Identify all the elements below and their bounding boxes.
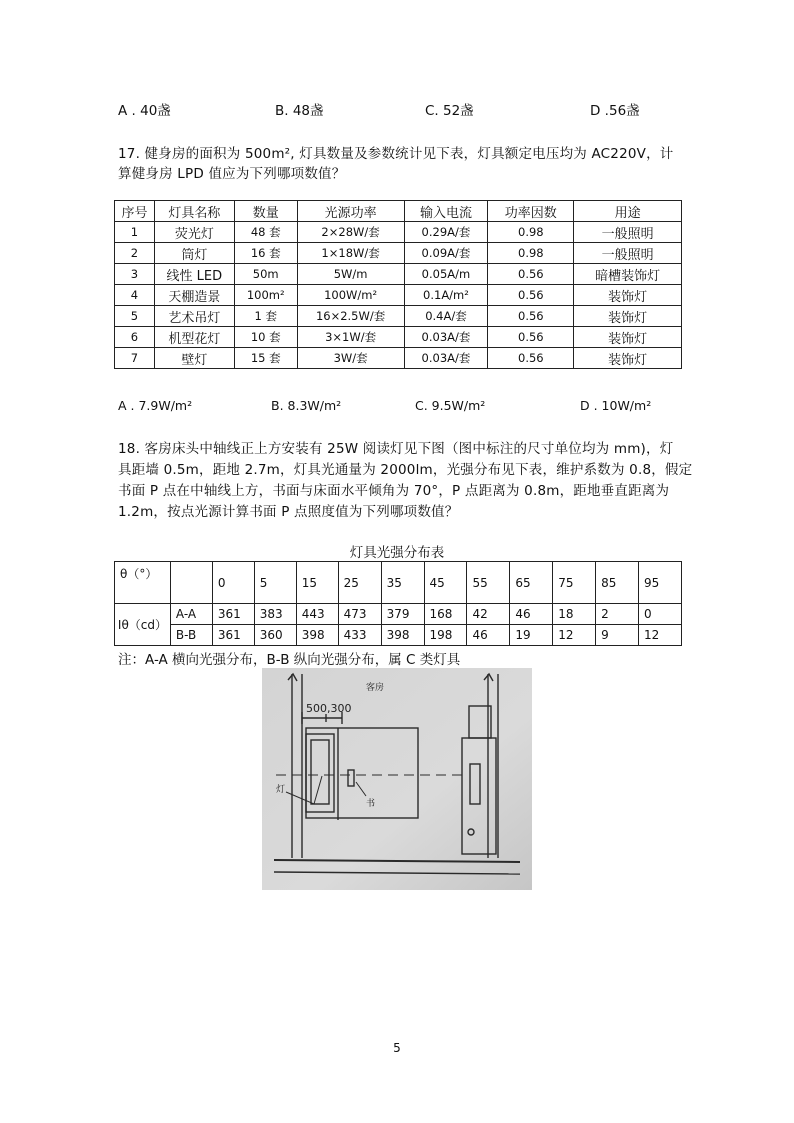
table-cell: 暗槽装饰灯 xyxy=(574,264,682,285)
theta-cell: 0 xyxy=(212,562,254,604)
table-cell: 0.56 xyxy=(488,264,574,285)
table-cell: 433 xyxy=(338,625,381,646)
table-cell: 0.1A/m² xyxy=(404,285,488,306)
table-cell: 壁灯 xyxy=(154,348,234,369)
table-cell: 6 xyxy=(115,327,155,348)
table-cell: 9 xyxy=(596,625,639,646)
theta-cell: 35 xyxy=(381,562,424,604)
table-cell: 1×18W/套 xyxy=(297,243,404,264)
header-cell: 序号 xyxy=(115,201,155,222)
table-cell: 100m² xyxy=(234,285,297,306)
theta-cell: 65 xyxy=(510,562,553,604)
table-header-row xyxy=(115,201,682,222)
table-cell: 42 xyxy=(467,604,510,625)
table-cell: 0.03A/套 xyxy=(404,327,488,348)
option-b: B. 48盏 xyxy=(275,103,324,119)
table-cell: 0.05A/m xyxy=(404,264,488,285)
header-cell: 功率因数 xyxy=(488,201,574,222)
theta-cell: 15 xyxy=(296,562,338,604)
table-cell: 荧光灯 xyxy=(154,222,234,243)
table-cell: 10 套 xyxy=(234,327,297,348)
theta-label: θ（°） xyxy=(115,562,171,604)
table-cell: 筒灯 xyxy=(154,243,234,264)
table-cell: 0.56 xyxy=(488,285,574,306)
table-cell: 46 xyxy=(467,625,510,646)
room-plan-drawing xyxy=(262,668,532,890)
table-cell: 一般照明 xyxy=(574,243,682,264)
empty-cell xyxy=(170,562,212,604)
table-cell: 装饰灯 xyxy=(574,327,682,348)
table-cell: 3×1W/套 xyxy=(297,327,404,348)
room-label: 客房 xyxy=(366,683,385,693)
table-cell: 198 xyxy=(424,625,467,646)
table-cell: 0.4A/套 xyxy=(404,306,488,327)
q17-text-line1: 17. 健身房的面积为 500m², 灯具数量及参数统计见下表，灯具额定电压均为 AC220V，计 xyxy=(118,146,674,162)
q18-text-line1: 18. 客房床头中轴线正上方安装有 25W 阅读灯见下图（图中标注的尺寸单位均为 mm)，灯 xyxy=(118,441,674,457)
q18-text-line3: 书面 P 点在中轴线上方，书面与床面水平倾角为 70°，P 点距离为 0.8m，距地垂直距离为 xyxy=(118,483,670,499)
table-cell: 0.98 xyxy=(488,222,574,243)
table-cell: 2 xyxy=(115,243,155,264)
table-cell: 线性 LED xyxy=(154,264,234,285)
table-cell: 50m xyxy=(234,264,297,285)
theta-cell: 85 xyxy=(596,562,639,604)
option-c: C. 52盏 xyxy=(425,103,474,119)
table-note: 注：A-A 横向光强分布，B-B 纵向光强分布，属 C 类灯具 xyxy=(118,652,461,668)
table-cell: 艺术吊灯 xyxy=(154,306,234,327)
table-cell: 0.56 xyxy=(488,327,574,348)
table-cell: 168 xyxy=(424,604,467,625)
table-cell: 19 xyxy=(510,625,553,646)
table-cell: 12 xyxy=(553,625,596,646)
table-cell: 0 xyxy=(639,604,682,625)
option-d: D .56盏 xyxy=(590,103,640,119)
table-cell: 天棚造景 xyxy=(154,285,234,306)
table-cell: 361 xyxy=(212,625,254,646)
table-row xyxy=(115,243,682,264)
table-cell: 2×28W/套 xyxy=(297,222,404,243)
table-cell: 0.56 xyxy=(488,306,574,327)
book-label: 书 xyxy=(366,799,376,809)
table-row xyxy=(115,306,682,327)
table-row xyxy=(115,327,682,348)
intensity-label: Iθ（cd） xyxy=(115,604,171,646)
table-cell: 48 套 xyxy=(234,222,297,243)
header-cell: 光源功率 xyxy=(297,201,404,222)
table-cell: 0.29A/套 xyxy=(404,222,488,243)
table-cell: 16 套 xyxy=(234,243,297,264)
header-cell: 输入电流 xyxy=(404,201,488,222)
table-cell: 16×2.5W/套 xyxy=(297,306,404,327)
table-cell: 1 套 xyxy=(234,306,297,327)
table-row xyxy=(115,604,682,625)
q18-text-line4: 1.2m，按点光源计算书面 P 点照度值为下列哪项数值？ xyxy=(118,504,459,520)
table-row xyxy=(115,348,682,369)
intensity-distribution-table xyxy=(114,561,682,646)
table-row xyxy=(115,264,682,285)
table-row xyxy=(115,222,682,243)
option-c: C. 9.5W/m² xyxy=(415,398,486,413)
dimension-label: 500,300 xyxy=(306,702,352,715)
q17-options xyxy=(118,398,678,418)
table-cell: 1 xyxy=(115,222,155,243)
table-cell: 379 xyxy=(381,604,424,625)
table-cell: 5W/m xyxy=(297,264,404,285)
table-cell: 2 xyxy=(596,604,639,625)
table-cell: 4 xyxy=(115,285,155,306)
table-cell: 473 xyxy=(338,604,381,625)
table-cell: 装饰灯 xyxy=(574,348,682,369)
table-caption: 灯具光强分布表 xyxy=(349,545,445,561)
table-cell: 360 xyxy=(254,625,296,646)
option-a: A . 40盏 xyxy=(118,103,171,119)
option-d: D . 10W/m² xyxy=(580,398,652,413)
table-cell: 5 xyxy=(115,306,155,327)
theta-cell: 5 xyxy=(254,562,296,604)
q16-options xyxy=(118,99,678,119)
row-label: A-A xyxy=(170,604,212,625)
table-cell: 15 套 xyxy=(234,348,297,369)
table-cell: 398 xyxy=(296,625,338,646)
theta-cell: 45 xyxy=(424,562,467,604)
theta-cell: 25 xyxy=(338,562,381,604)
table-cell: 3W/套 xyxy=(297,348,404,369)
theta-cell: 75 xyxy=(553,562,596,604)
lighting-parameter-table xyxy=(114,200,682,369)
table-cell: 12 xyxy=(639,625,682,646)
row-label: B-B xyxy=(170,625,212,646)
table-cell: 18 xyxy=(553,604,596,625)
table-cell: 398 xyxy=(381,625,424,646)
table-cell: 361 xyxy=(212,604,254,625)
table-cell: 383 xyxy=(254,604,296,625)
theta-row xyxy=(115,562,682,604)
table-cell: 一般照明 xyxy=(574,222,682,243)
table-cell: 46 xyxy=(510,604,553,625)
header-cell: 用途 xyxy=(574,201,682,222)
table-cell: 7 xyxy=(115,348,155,369)
q17-text-line2: 算健身房 LPD 值应为下列哪项数值？ xyxy=(118,166,346,182)
header-cell: 数量 xyxy=(234,201,297,222)
table-row xyxy=(115,625,682,646)
q18-text-line2: 具距墙 0.5m，距地 2.7m，灯具光通量为 2000lm，光强分布见下表，维护系数为 0.8，假定 xyxy=(118,462,693,478)
table-cell: 3 xyxy=(115,264,155,285)
theta-cell: 95 xyxy=(639,562,682,604)
table-cell: 0.56 xyxy=(488,348,574,369)
table-cell: 装饰灯 xyxy=(574,285,682,306)
table-cell: 0.98 xyxy=(488,243,574,264)
table-cell: 机型花灯 xyxy=(154,327,234,348)
header-cell: 灯具名称 xyxy=(154,201,234,222)
table-cell: 100W/m² xyxy=(297,285,404,306)
option-a: A . 7.9W/m² xyxy=(118,398,193,413)
room-plan-figure xyxy=(262,668,532,890)
table-row xyxy=(115,285,682,306)
theta-cell: 55 xyxy=(467,562,510,604)
lamp-label: 灯 xyxy=(276,785,286,795)
page-number: 5 xyxy=(393,1041,401,1055)
table-cell: 443 xyxy=(296,604,338,625)
table-cell: 0.09A/套 xyxy=(404,243,488,264)
table-cell: 0.03A/套 xyxy=(404,348,488,369)
table-cell: 装饰灯 xyxy=(574,306,682,327)
option-b: B. 8.3W/m² xyxy=(271,398,342,413)
